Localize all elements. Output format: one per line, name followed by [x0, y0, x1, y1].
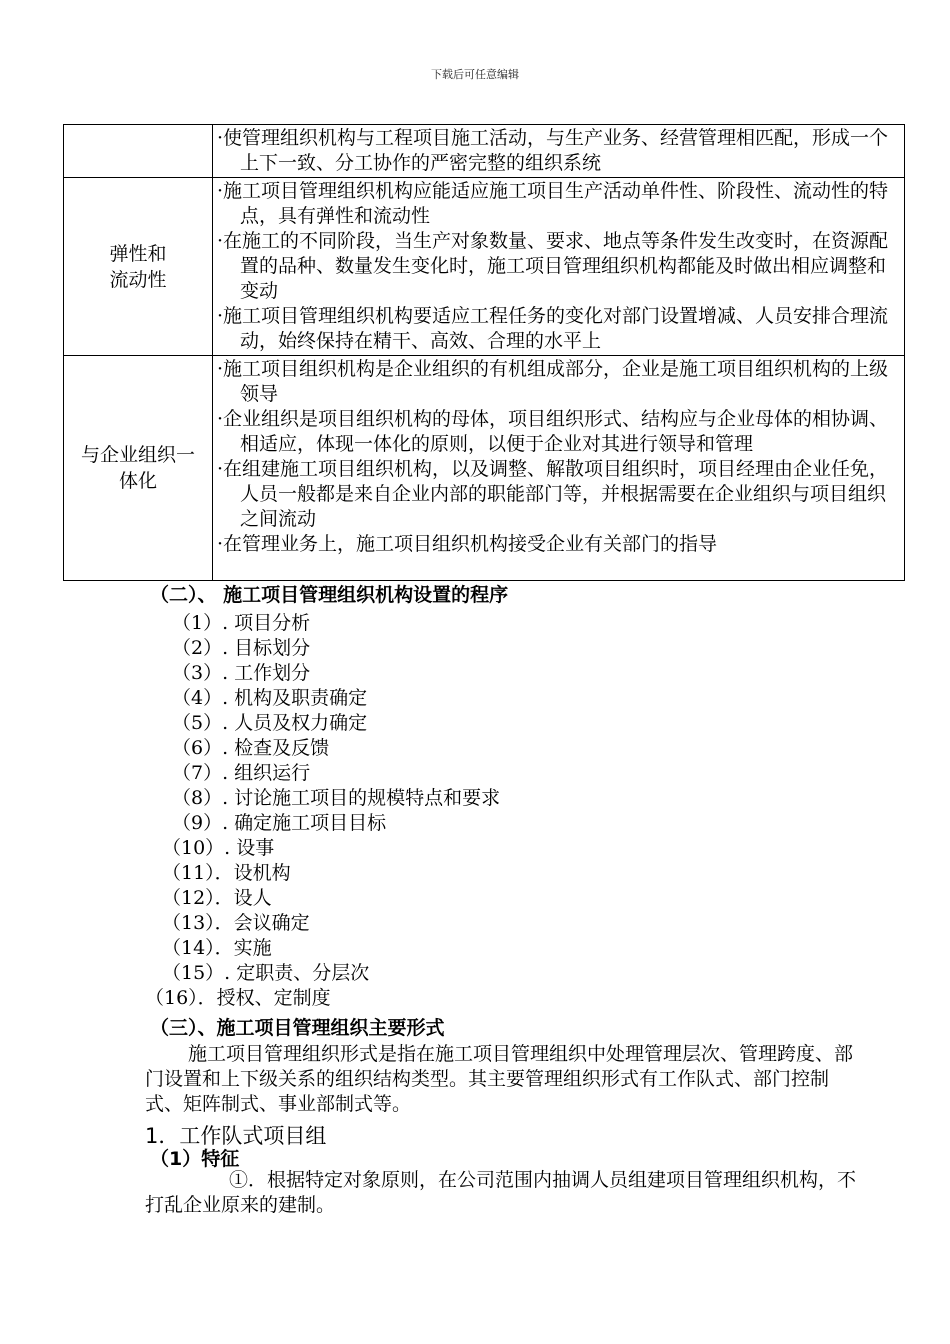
table-row [64, 356, 905, 581]
bullet-text: ·在施工的不同阶段，当生产对象数量、要求、地点等条件发生改变时，在资源配置的品种、数量发生变化时，施工项目管理组织机构都能及时做出相应调整和变动 [217, 230, 889, 302]
list-item: （8）. 讨论施工项目的规模特点和要求 [172, 787, 501, 809]
row-label [64, 356, 213, 581]
list-item: （11）．设机构 [162, 862, 291, 884]
bullet-text: ·施工项目管理组织机构要适应工程任务的变化对部门设置增减、人员安排合理流动，始终保持在精干、高效、合理的水平上 [217, 305, 889, 352]
table-row [64, 178, 905, 356]
row-content [213, 356, 905, 581]
body-paragraph: 施工项目管理组织形式是指在施工项目管理组织中处理管理层次、管理跨度、部门设置和上下级关系的组织结构类型。其主要管理组织形式有工作队式、部门控制式、矩阵制式、事业部制式等。 [145, 1043, 854, 1115]
subsection-heading: 1．工作队式项目组 [145, 1124, 327, 1148]
section-title: （二）、 施工项目管理组织机构设置的程序 [150, 584, 509, 606]
subsection-subheading: （1）特征 [150, 1148, 240, 1170]
list-item: （2）. 目标划分 [172, 637, 311, 659]
row-label-text: 与企业组织一体化 [80, 444, 195, 492]
list-item: （13）．会议确定 [162, 912, 310, 934]
list-item: （4）. 机构及职责确定 [172, 687, 368, 709]
row-label [64, 178, 213, 356]
list-item: （7）. 组织运行 [172, 762, 311, 784]
section-title: （三）、施工项目管理组织主要形式 [150, 1017, 445, 1039]
list-item: （10）. 设事 [162, 837, 275, 859]
row-content [213, 178, 905, 356]
list-item: （5）. 人员及权力确定 [172, 712, 368, 734]
row-label-text: 弹性和流动性 [109, 242, 167, 291]
bullet-text: ·使管理组织机构与工程项目施工活动，与生产业务、经营管理相匹配，形成一个上下一致、分工协作的严密完整的组织系统 [217, 127, 889, 174]
bullet-text: ·在组建施工项目组织机构，以及调整、解散项目组织时，项目经理由企业任免，人员一般都是来自企业内部的职能部门等，并根据需要在企业组织与项目组织之间流动 [217, 458, 889, 530]
list-item: （6）. 检查及反馈 [172, 737, 330, 759]
table-row [64, 125, 905, 178]
list-item: （15）. 定职责、分层次 [162, 962, 370, 984]
bullet-text: ·施工项目组织机构是企业组织的有机组成部分，企业是施工项目组织机构的上级领导 [217, 358, 889, 405]
list-item: （12）．设人 [162, 887, 272, 909]
list-item: （9）. 确定施工项目目标 [172, 812, 387, 834]
body-paragraph: ①．根据特定对象原则，在公司范围内抽调人员组建项目管理组织机构，不打乱企业原来的建制。 [145, 1169, 857, 1216]
row-label [64, 125, 213, 178]
list-item: （16）．授权、定制度 [145, 987, 331, 1009]
list-item: （3）. 工作划分 [172, 662, 311, 684]
header-note: 下载后可任意编辑 [431, 68, 519, 81]
bullet-text: ·企业组织是项目组织机构的母体，项目组织形式、结构应与企业母体的相协调、相适应，体现一体化的原则，以便于企业对其进行领导和管理 [217, 408, 889, 455]
row-content [213, 125, 905, 178]
list-item: （1）. 项目分析 [172, 612, 311, 634]
bullet-text: ·施工项目管理组织机构应能适应施工项目生产活动单件性、阶段性、流动性的特点，具有弹性和流动性 [217, 180, 889, 227]
criteria-table [63, 124, 905, 581]
bullet-text: ·在管理业务上，施工项目组织机构接受企业有关部门的指导 [217, 533, 718, 555]
list-item: （14）．实施 [162, 937, 272, 959]
